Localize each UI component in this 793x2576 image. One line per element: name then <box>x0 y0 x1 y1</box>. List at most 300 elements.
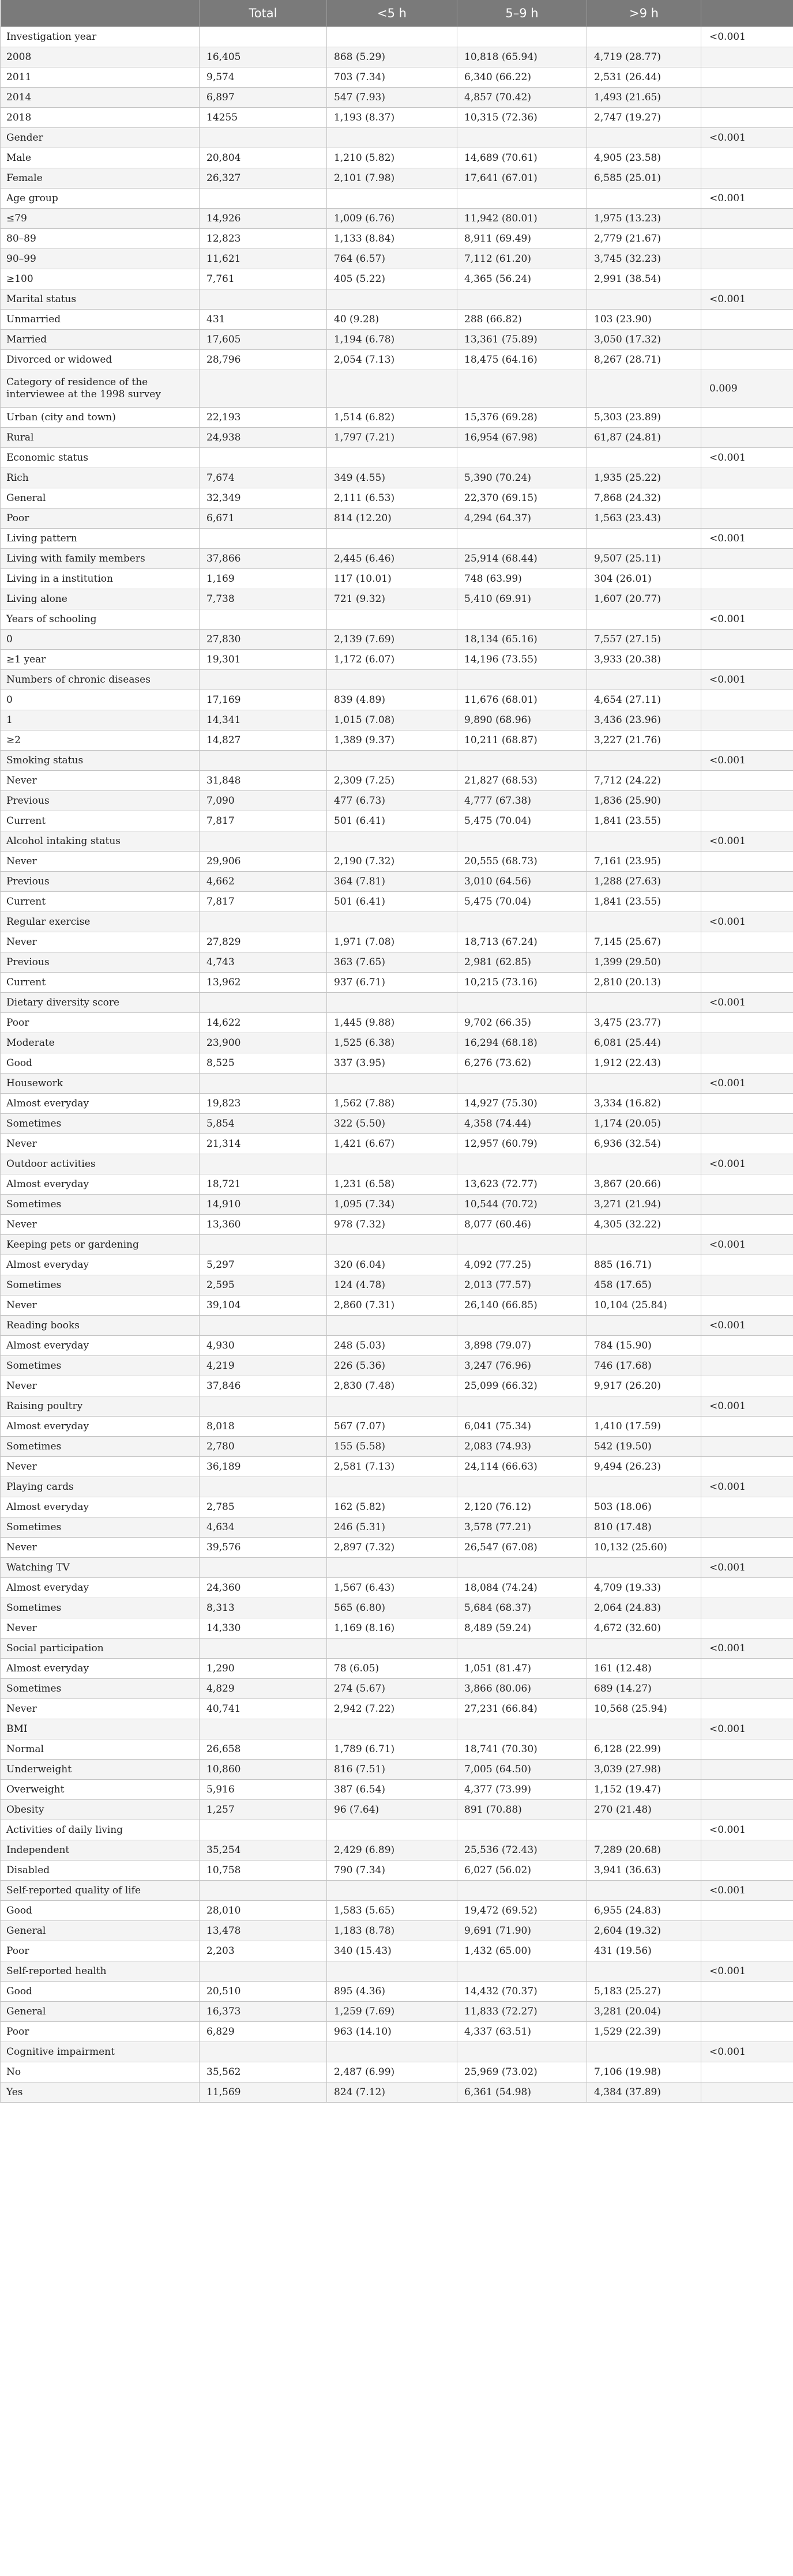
total-cell <box>200 993 327 1013</box>
under-5h-cell <box>327 529 457 549</box>
row-label: Current <box>1 973 200 993</box>
total-cell: 32,349 <box>200 488 327 509</box>
table-row <box>1 209 793 229</box>
5-9h-cell: 3,866 (80.06) <box>457 1679 587 1699</box>
total-cell <box>200 448 327 468</box>
p-value-cell <box>701 330 793 350</box>
category-row <box>1 529 793 549</box>
table-row <box>1 1598 793 1618</box>
total-cell: 26,327 <box>200 168 327 189</box>
under-5h-cell: 387 (6.54) <box>327 1780 457 1800</box>
p-value-cell <box>701 1578 793 1598</box>
over-9h-cell: 810 (17.48) <box>587 1517 701 1538</box>
row-label: Never <box>1 1134 200 1154</box>
over-9h-cell: 10,104 (25.84) <box>587 1295 701 1316</box>
total-cell: 19,301 <box>200 650 327 670</box>
total-cell: 11,621 <box>200 249 327 269</box>
5-9h-cell: 4,294 (64.37) <box>457 509 587 529</box>
5-9h-cell: 4,777 (67.38) <box>457 791 587 811</box>
total-cell: 8,018 <box>200 1417 327 1437</box>
total-cell <box>200 1074 327 1094</box>
table-row <box>1 1033 793 1053</box>
total-cell: 12,823 <box>200 229 327 249</box>
5-9h-cell: 5,475 (70.04) <box>457 892 587 912</box>
under-5h-cell <box>327 1154 457 1174</box>
p-value-cell: <0.001 <box>701 289 793 310</box>
category-label: Living pattern <box>1 529 200 549</box>
category-row <box>1 1396 793 1417</box>
table-row <box>1 1013 793 1033</box>
p-value-cell <box>701 310 793 330</box>
table-row <box>1 1437 793 1457</box>
total-cell: 14,330 <box>200 1618 327 1639</box>
over-9h-cell: 7,145 (25.67) <box>587 932 701 952</box>
p-value-cell: <0.001 <box>701 2042 793 2062</box>
total-cell: 39,104 <box>200 1295 327 1316</box>
over-9h-cell <box>587 529 701 549</box>
table-row <box>1 1215 793 1235</box>
p-value-cell: <0.001 <box>701 1074 793 1094</box>
p-value-cell <box>701 1114 793 1134</box>
total-cell: 28,010 <box>200 1901 327 1921</box>
table-row <box>1 569 793 589</box>
5-9h-cell <box>457 370 587 408</box>
category-row <box>1 1154 793 1174</box>
total-cell <box>200 1477 327 1497</box>
5-9h-cell: 4,377 (73.99) <box>457 1780 587 1800</box>
table-header-row <box>1 0 793 27</box>
over-9h-cell: 5,183 (25.27) <box>587 1982 701 2002</box>
over-9h-cell: 503 (18.06) <box>587 1497 701 1517</box>
total-cell: 11,569 <box>200 2082 327 2103</box>
over-9h-cell <box>587 1477 701 1497</box>
5-9h-cell <box>457 529 587 549</box>
5-9h-cell: 14,689 (70.61) <box>457 148 587 168</box>
total-cell: 21,314 <box>200 1134 327 1154</box>
under-5h-cell: 246 (5.31) <box>327 1517 457 1538</box>
over-9h-cell: 3,941 (36.63) <box>587 1861 701 1881</box>
over-9h-cell: 1,174 (20.05) <box>587 1114 701 1134</box>
over-9h-cell: 2,064 (24.83) <box>587 1598 701 1618</box>
row-label: Previous <box>1 952 200 973</box>
total-cell: 14,622 <box>200 1013 327 1033</box>
under-5h-cell: 2,054 (7.13) <box>327 350 457 370</box>
5-9h-cell <box>457 27 587 47</box>
p-value-cell: <0.001 <box>701 27 793 47</box>
p-value-cell <box>701 229 793 249</box>
over-9h-cell: 2,747 (19.27) <box>587 108 701 128</box>
category-row <box>1 670 793 690</box>
p-value-cell <box>701 1215 793 1235</box>
p-value-cell <box>701 549 793 569</box>
table-row <box>1 310 793 330</box>
under-5h-cell <box>327 1961 457 1982</box>
table-row <box>1 1659 793 1679</box>
over-9h-cell <box>587 1154 701 1174</box>
under-5h-cell: 2,581 (7.13) <box>327 1457 457 1477</box>
under-5h-cell: 816 (7.51) <box>327 1760 457 1780</box>
over-9h-cell: 4,905 (23.58) <box>587 148 701 168</box>
category-row <box>1 289 793 310</box>
row-label: Independent <box>1 1840 200 1861</box>
over-9h-cell: 4,672 (32.60) <box>587 1618 701 1639</box>
total-cell <box>200 1235 327 1255</box>
total-cell: 4,743 <box>200 952 327 973</box>
under-5h-cell: 1,583 (5.65) <box>327 1901 457 1921</box>
under-5h-cell: 937 (6.71) <box>327 973 457 993</box>
category-row <box>1 1558 793 1578</box>
total-cell: 2,203 <box>200 1941 327 1961</box>
table-row <box>1 1457 793 1477</box>
under-5h-cell <box>327 1235 457 1255</box>
over-9h-cell: 270 (21.48) <box>587 1800 701 1820</box>
over-9h-cell: 3,271 (21.94) <box>587 1195 701 1215</box>
category-label: Economic status <box>1 448 200 468</box>
over-9h-cell <box>587 370 701 408</box>
over-9h-cell: 7,868 (24.32) <box>587 488 701 509</box>
under-5h-cell: 337 (3.95) <box>327 1053 457 1074</box>
row-label: Urban (city and town) <box>1 408 200 428</box>
5-9h-cell: 18,084 (74.24) <box>457 1578 587 1598</box>
over-9h-cell <box>587 1719 701 1739</box>
5-9h-cell: 6,027 (56.02) <box>457 1861 587 1881</box>
under-5h-cell: 2,111 (6.53) <box>327 488 457 509</box>
over-9h-cell: 1,935 (25.22) <box>587 468 701 488</box>
under-5h-cell <box>327 1881 457 1901</box>
table-row <box>1 1497 793 1517</box>
table-row <box>1 549 793 569</box>
p-value-cell: <0.001 <box>701 670 793 690</box>
over-9h-cell: 4,719 (28.77) <box>587 47 701 67</box>
row-label: Overweight <box>1 1780 200 1800</box>
5-9h-cell: 748 (63.99) <box>457 569 587 589</box>
5-9h-cell <box>457 289 587 310</box>
total-cell: 9,574 <box>200 67 327 88</box>
row-label: Male <box>1 148 200 168</box>
category-label: Investigation year <box>1 27 200 47</box>
p-value-cell <box>701 1840 793 1861</box>
row-label: 0 <box>1 630 200 650</box>
p-value-cell <box>701 1497 793 1517</box>
over-9h-cell <box>587 27 701 47</box>
category-label: Age group <box>1 189 200 209</box>
5-9h-cell: 12,957 (60.79) <box>457 1134 587 1154</box>
5-9h-cell: 10,215 (73.16) <box>457 973 587 993</box>
under-5h-cell <box>327 1820 457 1840</box>
under-5h-cell: 703 (7.34) <box>327 67 457 88</box>
over-9h-cell: 784 (15.90) <box>587 1336 701 1356</box>
over-9h-cell <box>587 751 701 771</box>
p-value-cell <box>701 1699 793 1719</box>
header-total: Total <box>200 0 327 27</box>
under-5h-cell: 764 (6.57) <box>327 249 457 269</box>
total-cell: 10,860 <box>200 1760 327 1780</box>
table-row <box>1 1921 793 1941</box>
total-cell: 7,817 <box>200 811 327 831</box>
5-9h-cell: 25,099 (66.32) <box>457 1376 587 1396</box>
over-9h-cell <box>587 670 701 690</box>
p-value-cell: <0.001 <box>701 128 793 148</box>
p-value-cell <box>701 1679 793 1699</box>
category-row <box>1 1477 793 1497</box>
row-label: Current <box>1 892 200 912</box>
5-9h-cell <box>457 751 587 771</box>
category-label: Reading books <box>1 1316 200 1336</box>
table-row <box>1 1376 793 1396</box>
5-9h-cell: 16,954 (67.98) <box>457 428 587 448</box>
category-label: Numbers of chronic diseases <box>1 670 200 690</box>
table-row <box>1 108 793 128</box>
table-row <box>1 1195 793 1215</box>
row-label: Living in a institution <box>1 569 200 589</box>
p-value-cell <box>701 1134 793 1154</box>
row-label: 80–89 <box>1 229 200 249</box>
over-9h-cell: 4,654 (27.11) <box>587 690 701 710</box>
5-9h-cell: 2,013 (77.57) <box>457 1275 587 1295</box>
table-row <box>1 1941 793 1961</box>
total-cell: 17,169 <box>200 690 327 710</box>
p-value-cell <box>701 630 793 650</box>
row-label: Living alone <box>1 589 200 609</box>
row-label: Poor <box>1 1941 200 1961</box>
p-value-cell <box>701 771 793 791</box>
5-9h-cell <box>457 448 587 468</box>
under-5h-cell <box>327 1719 457 1739</box>
total-cell: 8,313 <box>200 1598 327 1618</box>
table-row <box>1 2082 793 2103</box>
over-9h-cell: 2,531 (26.44) <box>587 67 701 88</box>
5-9h-cell: 11,676 (68.01) <box>457 690 587 710</box>
under-5h-cell: 814 (12.20) <box>327 509 457 529</box>
5-9h-cell <box>457 1820 587 1840</box>
total-cell: 29,906 <box>200 852 327 872</box>
5-9h-cell: 11,833 (72.27) <box>457 2002 587 2022</box>
p-value-cell <box>701 1941 793 1961</box>
5-9h-cell: 13,361 (75.89) <box>457 330 587 350</box>
p-value-cell <box>701 488 793 509</box>
total-cell: 14,926 <box>200 209 327 229</box>
over-9h-cell: 542 (19.50) <box>587 1437 701 1457</box>
5-9h-cell: 4,365 (56.24) <box>457 269 587 289</box>
under-5h-cell: 1,971 (7.08) <box>327 932 457 952</box>
p-value-cell <box>701 690 793 710</box>
p-value-cell <box>701 2022 793 2042</box>
total-cell: 4,829 <box>200 1679 327 1699</box>
header-p-value <box>701 0 793 27</box>
total-cell: 17,605 <box>200 330 327 350</box>
5-9h-cell: 9,890 (68.96) <box>457 710 587 730</box>
total-cell <box>200 1154 327 1174</box>
table-row <box>1 1417 793 1437</box>
p-value-cell <box>701 148 793 168</box>
over-9h-cell <box>587 1074 701 1094</box>
header-under-5h: <5 h <box>327 0 457 27</box>
p-value-cell <box>701 1295 793 1316</box>
5-9h-cell <box>457 1316 587 1336</box>
5-9h-cell <box>457 128 587 148</box>
row-label: ≥100 <box>1 269 200 289</box>
5-9h-cell: 25,969 (73.02) <box>457 2062 587 2082</box>
row-label: Current <box>1 811 200 831</box>
p-value-cell <box>701 932 793 952</box>
table-row <box>1 892 793 912</box>
over-9h-cell: 6,585 (25.01) <box>587 168 701 189</box>
category-label: Gender <box>1 128 200 148</box>
p-value-cell <box>701 209 793 229</box>
p-value-cell <box>701 350 793 370</box>
5-9h-cell: 26,547 (67.08) <box>457 1538 587 1558</box>
under-5h-cell: 839 (4.89) <box>327 690 457 710</box>
table-row <box>1 330 793 350</box>
table-row <box>1 771 793 791</box>
5-9h-cell: 4,337 (63.51) <box>457 2022 587 2042</box>
under-5h-cell: 895 (4.36) <box>327 1982 457 2002</box>
p-value-cell <box>701 1517 793 1538</box>
row-label: Unmarried <box>1 310 200 330</box>
table-row <box>1 1760 793 1780</box>
row-label: Never <box>1 932 200 952</box>
table-row <box>1 509 793 529</box>
p-value-cell <box>701 1376 793 1396</box>
row-label: ≤79 <box>1 209 200 229</box>
table-row <box>1 1578 793 1598</box>
under-5h-cell: 2,487 (6.99) <box>327 2062 457 2082</box>
category-label: Marital status <box>1 289 200 310</box>
p-value-cell <box>701 973 793 993</box>
under-5h-cell: 1,259 (7.69) <box>327 2002 457 2022</box>
table-row <box>1 229 793 249</box>
row-label: Almost everyday <box>1 1659 200 1679</box>
under-5h-cell: 2,897 (7.32) <box>327 1538 457 1558</box>
p-value-cell <box>701 1174 793 1195</box>
total-cell: 40,741 <box>200 1699 327 1719</box>
p-value-cell <box>701 589 793 609</box>
total-cell: 28,796 <box>200 350 327 370</box>
under-5h-cell <box>327 27 457 47</box>
total-cell <box>200 27 327 47</box>
table-row <box>1 932 793 952</box>
p-value-cell <box>701 1739 793 1760</box>
total-cell: 16,373 <box>200 2002 327 2022</box>
table-row <box>1 1901 793 1921</box>
under-5h-cell: 868 (5.29) <box>327 47 457 67</box>
row-label: Female <box>1 168 200 189</box>
5-9h-cell <box>457 189 587 209</box>
row-label: Divorced or widowed <box>1 350 200 370</box>
p-value-cell: <0.001 <box>701 1881 793 1901</box>
total-cell: 19,823 <box>200 1094 327 1114</box>
p-value-cell: <0.001 <box>701 912 793 932</box>
over-9h-cell: 458 (17.65) <box>587 1275 701 1295</box>
total-cell: 4,930 <box>200 1336 327 1356</box>
total-cell: 14,827 <box>200 730 327 751</box>
under-5h-cell <box>327 448 457 468</box>
p-value-cell <box>701 468 793 488</box>
row-label: Never <box>1 1618 200 1639</box>
row-label: Sometimes <box>1 1195 200 1215</box>
over-9h-cell: 3,281 (20.04) <box>587 2002 701 2022</box>
5-9h-cell <box>457 2042 587 2062</box>
p-value-cell: <0.001 <box>701 529 793 549</box>
over-9h-cell: 10,568 (25.94) <box>587 1699 701 1719</box>
over-9h-cell: 1,288 (27.63) <box>587 872 701 892</box>
table-row <box>1 249 793 269</box>
category-row <box>1 751 793 771</box>
under-5h-cell: 1,445 (9.88) <box>327 1013 457 1033</box>
table-row <box>1 1800 793 1820</box>
category-row <box>1 1961 793 1982</box>
total-cell: 22,193 <box>200 408 327 428</box>
total-cell <box>200 670 327 690</box>
p-value-cell: <0.001 <box>701 751 793 771</box>
p-value-cell: <0.001 <box>701 1154 793 1174</box>
5-9h-cell: 19,472 (69.52) <box>457 1901 587 1921</box>
5-9h-cell: 18,134 (65.16) <box>457 630 587 650</box>
under-5h-cell: 124 (4.78) <box>327 1275 457 1295</box>
over-9h-cell: 61,87 (24.81) <box>587 428 701 448</box>
5-9h-cell <box>457 1477 587 1497</box>
5-9h-cell: 6,361 (54.98) <box>457 2082 587 2103</box>
over-9h-cell: 9,494 (26.23) <box>587 1457 701 1477</box>
over-9h-cell: 2,604 (19.32) <box>587 1921 701 1941</box>
table-row <box>1 428 793 448</box>
over-9h-cell: 3,334 (16.82) <box>587 1094 701 1114</box>
total-cell: 13,962 <box>200 973 327 993</box>
over-9h-cell <box>587 448 701 468</box>
table-row <box>1 488 793 509</box>
5-9h-cell: 6,041 (75.34) <box>457 1417 587 1437</box>
over-9h-cell <box>587 1316 701 1336</box>
under-5h-cell: 2,860 (7.31) <box>327 1295 457 1316</box>
5-9h-cell: 5,684 (68.37) <box>457 1598 587 1618</box>
5-9h-cell: 4,857 (70.42) <box>457 88 587 108</box>
row-label: 2011 <box>1 67 200 88</box>
5-9h-cell: 891 (70.88) <box>457 1800 587 1820</box>
row-label: Disabled <box>1 1861 200 1881</box>
p-value-cell <box>701 1437 793 1457</box>
category-label: BMI <box>1 1719 200 1739</box>
category-label: Keeping pets or gardening <box>1 1235 200 1255</box>
under-5h-cell: 1,525 (6.38) <box>327 1033 457 1053</box>
p-value-cell <box>701 1921 793 1941</box>
p-value-cell: <0.001 <box>701 831 793 852</box>
p-value-cell: <0.001 <box>701 1820 793 1840</box>
p-value-cell <box>701 1901 793 1921</box>
total-cell: 1,290 <box>200 1659 327 1679</box>
under-5h-cell: 40 (9.28) <box>327 310 457 330</box>
category-row <box>1 1316 793 1336</box>
under-5h-cell: 322 (5.50) <box>327 1114 457 1134</box>
category-row <box>1 1719 793 1739</box>
5-9h-cell: 8,077 (60.46) <box>457 1215 587 1235</box>
over-9h-cell: 304 (26.01) <box>587 569 701 589</box>
total-cell: 7,817 <box>200 892 327 912</box>
row-label: Sometimes <box>1 1114 200 1134</box>
5-9h-cell: 22,370 (69.15) <box>457 488 587 509</box>
5-9h-cell: 1,432 (65.00) <box>457 1941 587 1961</box>
total-cell: 37,866 <box>200 549 327 569</box>
category-row <box>1 189 793 209</box>
5-9h-cell <box>457 1558 587 1578</box>
p-value-cell <box>701 2082 793 2103</box>
total-cell <box>200 1961 327 1982</box>
p-value-cell <box>701 952 793 973</box>
total-cell <box>200 751 327 771</box>
5-9h-cell: 14,927 (75.30) <box>457 1094 587 1114</box>
under-5h-cell: 1,389 (9.37) <box>327 730 457 751</box>
category-row <box>1 831 793 852</box>
over-9h-cell <box>587 1235 701 1255</box>
